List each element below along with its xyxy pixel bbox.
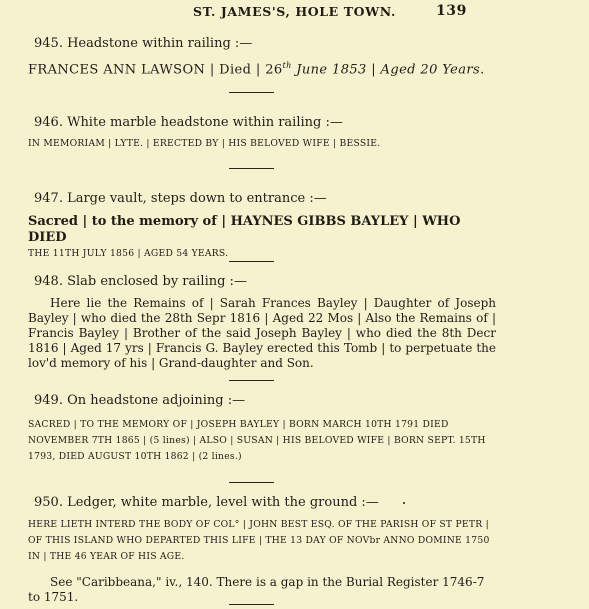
page-number: 139 — [435, 3, 467, 19]
entry-947 — [28, 191, 496, 262]
entry-949 — [28, 393, 496, 465]
entry-945 — [28, 36, 496, 78]
entry-948 — [28, 274, 496, 371]
divider — [229, 482, 274, 483]
entry-946 — [28, 115, 496, 152]
inscription: HERE LIETH INTERD THE BODY OF COL° | JOHN BEST ESQ. OF THE PARISH OF ST PETR | OF THIS ISLAND WHO DEPARTED THIS LIFE | THE 13 DAY OF NOVbr ANNO DOMINE 1750 IN | THE 46 YEAR OF HIS AGE. — [28, 519, 490, 562]
inscription — [28, 58, 496, 78]
running-head — [0, 4, 589, 24]
inscription-text: Here lie the Remains of | Sarah Frances Bayley | Daughter of Joseph Bayley | who died the 28th Sepr 1816 | Aged 22 Mos | Also the Remains of | Francis Bayley | Brother of the said Joseph Bayley | who died the 8th Decr 1816 | Aged 17 yrs | Francis G. Bayley erected this Tomb | to perpetuate the lov'd memory of his | Grand-daughter and Son. — [28, 296, 496, 370]
inscription-part: FRANCES ANN LAWSON | Died | 26 — [28, 62, 283, 78]
inscription: SACRED | TO THE MEMORY OF | JOSEPH BAYLEY | BORN MARCH 10TH 1791 DIED NOVEMBER 7TH 1865 | (5 lines) | ALSO | SUSAN | HIS BELOVED WIFE | BORN SEPT. 15TH 1793, DIED AUGUST 10TH 1862 | (2 lines.) — [28, 419, 486, 462]
entry-heading: 947. Large vault, steps down to entrance :— — [34, 191, 327, 206]
divider — [229, 92, 274, 93]
inscription-part-italic: June 1853 | Aged 20 Years. — [291, 62, 485, 78]
inscription-line: THE 11TH JULY 1856 | AGED 54 YEARS. — [28, 248, 229, 259]
entry-heading: 945. Headstone within railing :— — [34, 36, 253, 51]
entry-heading: 949. On headstone adjoining :— — [34, 393, 246, 408]
inscription-superscript: th — [282, 61, 292, 70]
divider — [229, 604, 274, 605]
entry-950 — [28, 495, 496, 605]
running-title: ST. JAMES'S, HOLE TOWN. — [193, 4, 396, 19]
divider — [229, 261, 274, 262]
inscription-line: Sacred | to the memory of | HAYNES GIBBS BAYLEY | WHO DIED — [28, 214, 461, 245]
print-speck — [403, 502, 405, 504]
entry-heading: 946. White marble headstone within railing :— — [34, 115, 343, 130]
note: See "Caribbeana," iv., 140. There is a gap in the Burial Register 1746-7 to 1751. — [28, 575, 485, 604]
divider — [229, 380, 274, 381]
entry-heading: 950. Ledger, white marble, level with the ground :— — [34, 495, 379, 510]
entry-heading: 948. Slab enclosed by railing :— — [34, 274, 247, 289]
inscription: IN MEMORIAM | LYTE. | ERECTED BY | HIS BELOVED WIFE | BESSIE. — [28, 138, 381, 149]
divider — [229, 168, 274, 169]
